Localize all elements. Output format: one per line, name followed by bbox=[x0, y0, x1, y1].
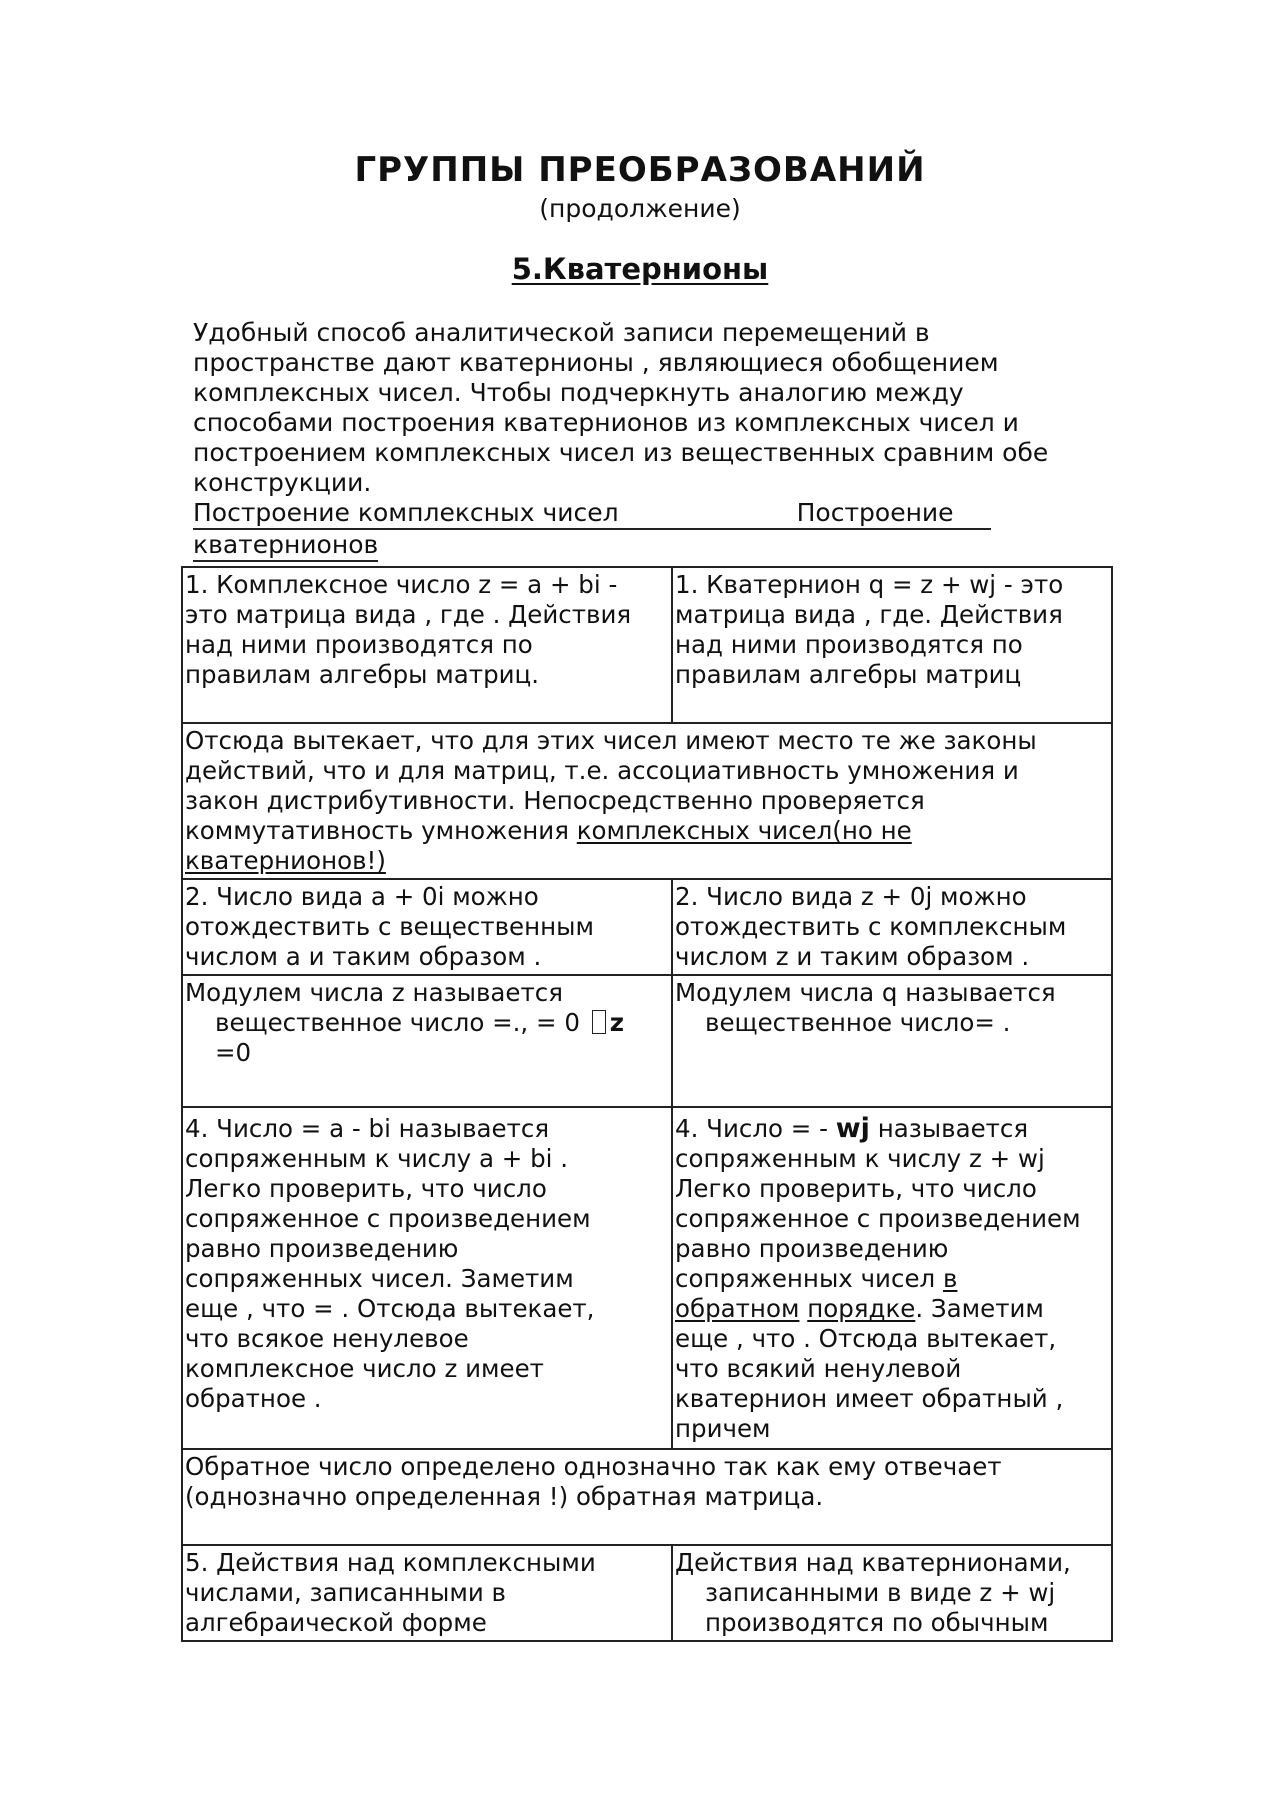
cell-complex-modulus: Модулем числа z называется вещественное число =., = 0 z =0 bbox=[182, 975, 672, 1107]
intro-line: построением комплексных чисел из вещественных сравним обе bbox=[193, 438, 1049, 467]
intro-line: способами построения кватернионов из комплексных чисел и bbox=[193, 408, 1019, 437]
missing-glyph-icon bbox=[592, 1010, 606, 1034]
cell-complex-def: 1. Комплексное число z = a + bi - это матрица вида , где . Действия над ними производятся по правилам алгебры матриц. bbox=[182, 567, 672, 723]
table-row bbox=[182, 1107, 1112, 1449]
cell-quaternion-conjugate: 4. Число = - wj называется сопряженным к числу z + wj Легко проверить, что число сопряженное с произведением равно произведению сопряженных чисел в обратном порядке. Заметим еще , что . Отсюда вытекает, что всякий ненулевой кватернион имеет обратный , причем bbox=[672, 1107, 1112, 1449]
intro-line: пространстве дают кватернионы , являющиеся обобщением bbox=[193, 348, 999, 377]
header-complex: Построение комплексных чисел bbox=[193, 498, 619, 527]
comparison-table bbox=[181, 566, 1113, 1642]
cell-quaternion-modulus: Модулем числа q называется вещественное число= . bbox=[672, 975, 1112, 1107]
section-heading: 5.Кватернионы bbox=[511, 252, 769, 286]
table-row bbox=[182, 723, 1112, 879]
cell-complex-operations: 5. Действия над комплексными числами, записанными в алгебраической форме bbox=[182, 1545, 672, 1641]
page-title: ГРУППЫ ПРЕОБРАЗОВАНИЙ bbox=[354, 150, 926, 190]
cell-complex-identify: 2. Число вида a + 0i можно отождествить с вещественным числом a и таким образом . bbox=[182, 879, 672, 975]
cell-quaternion-identify: 2. Число вида z + 0j можно отождествить с комплексным числом z и таким образом . bbox=[672, 879, 1112, 975]
table-row bbox=[182, 1545, 1112, 1641]
header-quaternion-cont: кватернионов bbox=[193, 530, 378, 562]
intro-line: комплексных чисел. Чтобы подчеркнуть аналогию между bbox=[193, 378, 964, 407]
cell-laws: Отсюда вытекает, что для этих чисел имеют место те же законы действий, что и для матриц, т.е. ассоциативность умножения и закон дистрибутивности. Непосредственно проверяется коммутативность умножения комплексных чисел(но не кватернионов!) bbox=[182, 723, 1112, 879]
header-quaternion: Построение bbox=[796, 498, 954, 527]
table-row bbox=[182, 975, 1112, 1107]
table-row bbox=[182, 1449, 1112, 1545]
cell-quaternion-def: 1. Кватернион q = z + wj - это матрица вида , где. Действия над ними производятся по правилам алгебры матриц bbox=[672, 567, 1112, 723]
page-subtitle: (продолжение) bbox=[539, 194, 741, 223]
table-row bbox=[182, 567, 1112, 723]
cell-quaternion-operations: Действия над кватернионами, записанными в виде z + wj производятся по обычным bbox=[672, 1545, 1112, 1641]
table-row bbox=[182, 879, 1112, 975]
intro-line: конструкции. bbox=[193, 468, 372, 497]
intro-line: Удобный способ аналитической записи перемещений в bbox=[193, 318, 930, 347]
construction-header bbox=[193, 498, 991, 530]
cell-inverse: Обратное число определено однозначно так как ему отвечает (однозначно определенная !) обратная матрица. bbox=[182, 1449, 1112, 1545]
cell-complex-conjugate: 4. Число = a - bi называется сопряженным к числу a + bi . Легко проверить, что число сопряженное с произведением равно произведению сопряженных чисел. Заметим еще , что = . Отсюда вытекает, что всякое ненулевое комплексное число z имеет обратное . bbox=[182, 1107, 672, 1449]
intro-paragraph bbox=[193, 318, 1093, 562]
